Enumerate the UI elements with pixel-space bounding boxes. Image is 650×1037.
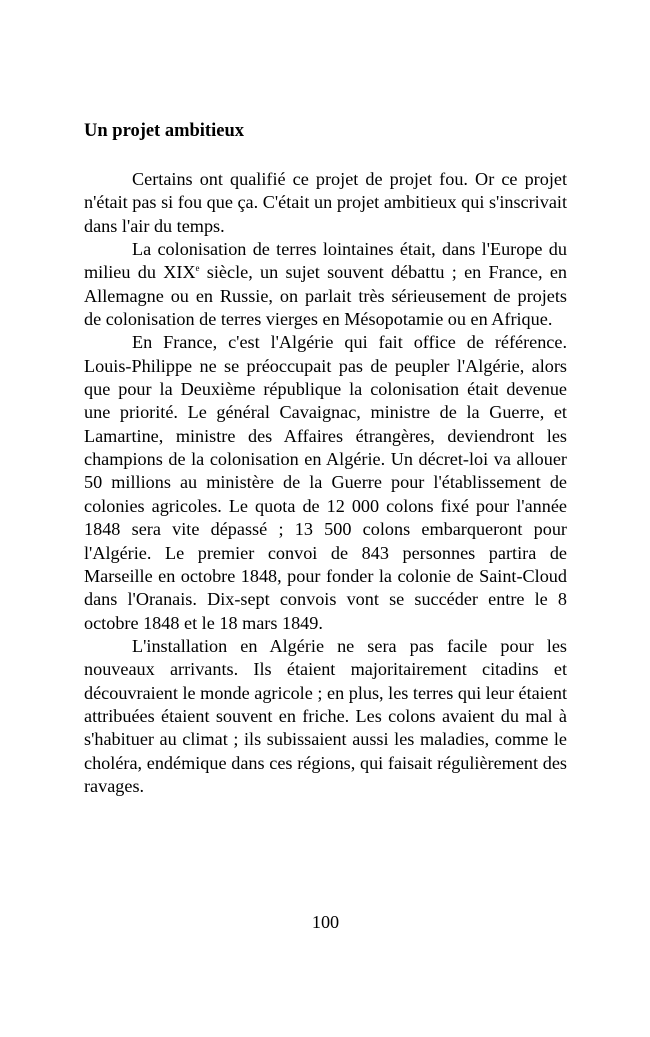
paragraph-1: Certains ont qualifié ce projet de projet fou. Or ce projet n'était pas si fou que ça. C'était un projet ambitieux qui s'inscrivait dans l'air du temps. — [84, 169, 567, 236]
page-number: 100 — [311, 912, 340, 932]
paragraph-2 — [84, 238, 567, 331]
paragraph-2-part-1: La colonisation de terres lointaines était, dans l'Europe du milieu du XIX — [84, 239, 567, 283]
section-heading: Un projet ambitieux — [84, 121, 244, 141]
book-page — [84, 0, 567, 1037]
body-text — [84, 168, 567, 798]
paragraph-2-part-2: siècle, un sujet souvent débattu ; en France, en Allemagne ou en Russie, on parlait très sérieusement de projets de colonisation de terres vierges en Mésopotamie ou en Afrique. — [84, 262, 567, 330]
century-superscript: e — [195, 263, 200, 274]
paragraph-3: En France, c'est l'Algérie qui fait office de référence. Louis-Philippe ne se préoccupait pas de peupler l'Algérie, alors que pour la Deuxième république la colonisation était devenue une priorité. Le général Cavaignac, ministre de la Guerre, et Lamartine, ministre des Affaires étrangères, deviendront les champions de la colonisation en Algérie. Un décret-loi va allouer 50 millions au ministère de la Guerre pour l'établissement de colonies agricoles. Le quota de 12 000 colons fixé pour l'année 1848 sera vite dépassé ; 13 500 colons embarqueront pour l'Algérie. Le premier convoi de 843 personnes partira de Marseille en octobre 1848, pour fonder la colonie de Saint-Cloud dans l'Oranais. Dix-sept convois vont se succéder entre le 8 octobre 1848 et le 18 mars 1849. — [84, 332, 567, 633]
paragraph-4: L'installation en Algérie ne sera pas facile pour les nouveaux arrivants. Ils étaient majoritairement citadins et découvraient le monde agricole ; en plus, les terres qui leur étaient attribuées étaient souvent en friche. Les colons avaient du mal à s'habituer au climat ; ils subissaient aussi les maladies, comme le choléra, endémique dans ces régions, qui faisait régulièrement des ravages. — [84, 635, 567, 796]
